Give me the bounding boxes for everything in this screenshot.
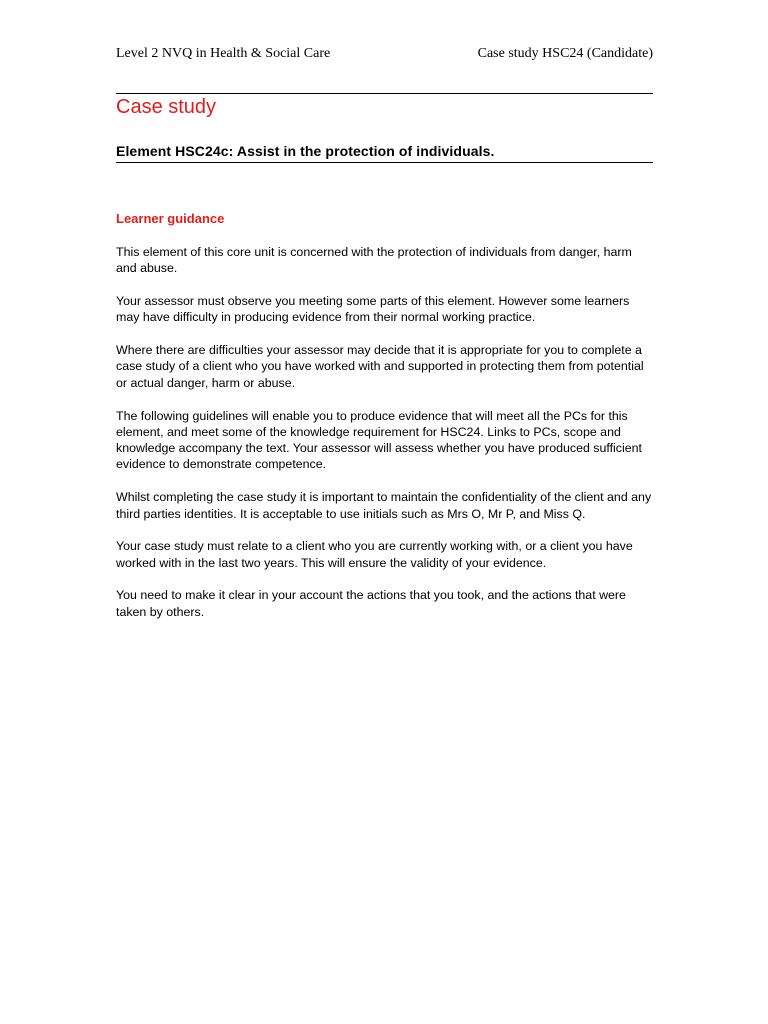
paragraph: Whilst completing the case study it is important to maintain the confidentiality of the client and any third parties identities. It is acceptable to use initials such as Mrs O, Mr P, and Miss Q. [116,490,652,521]
paragraph: This element of this core unit is concerned with the protection of individuals from danger, harm and abuse. [116,245,632,276]
paragraph: Your case study must relate to a client who you are currently working with, or a client you have worked with in the last two years. This will ensure the validity of your evidence. [116,539,633,570]
paragraph: The following guidelines will enable you to produce evidence that will meet all the PCs for this element, and meet some of the knowledge requirement for HSC24. Links to PCs, scope and knowledge accompany the text. Your assessor will assess whether you have produced sufficient evidence to demonstrate competence. [116,408,642,472]
paragraph: You need to make it clear in your account the actions that you took, and the actions that were taken by others. [116,588,626,619]
paragraph: Your assessor must observe you meeting some parts of this element. However some learners may have difficulty in producing evidence from their normal working practice. [116,294,630,325]
header-document-label: Case study HSC24 (Candidate) [477,46,653,61]
paragraph: Where there are difficulties your assessor may decide that it is appropriate for you to complete a case study of a client who you have worked with and supported in protecting them from potential or actual danger, harm or abuse. [116,343,644,390]
guidance-body [116,244,653,637]
element-heading: Element HSC24c: Assist in the protection of individuals. [116,143,495,159]
header-course-title: Level 2 NVQ in Health & Social Care [116,46,331,61]
title-divider [116,162,653,163]
running-header [116,45,653,63]
section-heading-learner-guidance: Learner guidance [116,211,225,226]
page-title: Case study [116,96,217,118]
